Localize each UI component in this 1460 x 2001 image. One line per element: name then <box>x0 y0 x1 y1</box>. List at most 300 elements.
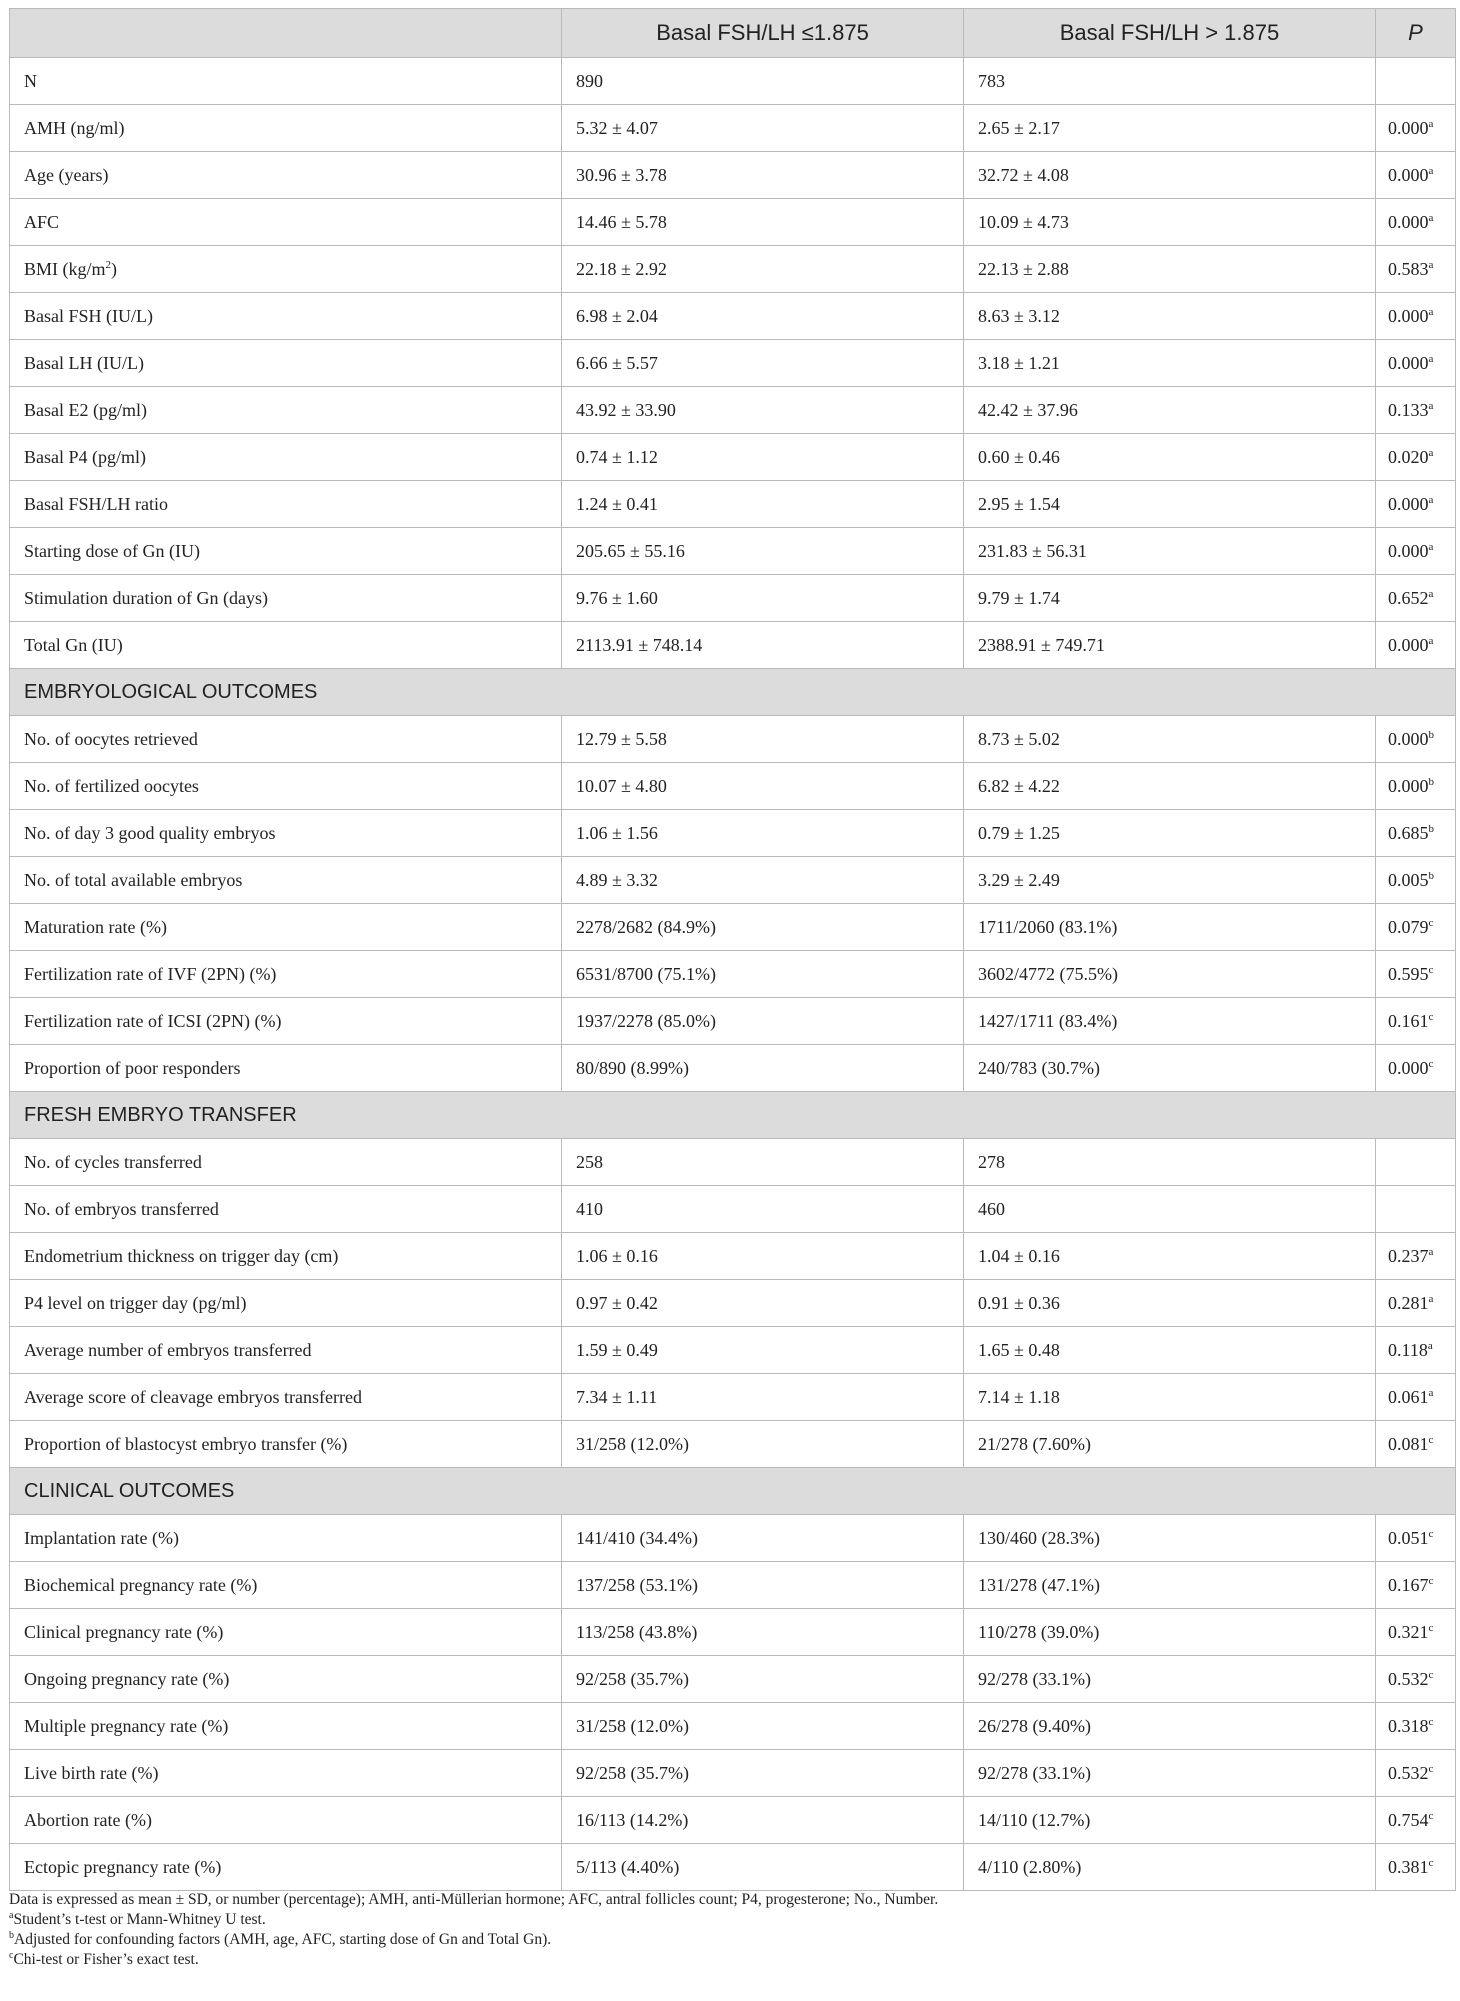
value-group-low: 16/113 (14.2%) <box>562 1797 964 1844</box>
value-group-high: 92/278 (33.1%) <box>964 1656 1376 1703</box>
table-row <box>10 1374 1456 1421</box>
value-group-low: 141/410 (34.4%) <box>562 1515 964 1562</box>
footnote-text: Student’s t-test or Mann-Whitney U test. <box>13 1911 266 1928</box>
row-label-text: Basal P4 (pg/ml) <box>24 446 146 467</box>
value-group-high: 26/278 (9.40%) <box>964 1703 1376 1750</box>
p-value-footnote-mark: b <box>1428 822 1434 835</box>
p-value-cell <box>1376 1750 1456 1797</box>
row-label <box>10 1186 562 1233</box>
p-value: 0.161 <box>1388 1010 1429 1031</box>
value-group-low: 0.74 ± 1.12 <box>562 434 964 481</box>
row-label-text: No. of oocytes retrieved <box>24 728 198 749</box>
p-value: 0.133 <box>1388 399 1429 420</box>
row-label <box>10 810 562 857</box>
row-label <box>10 904 562 951</box>
row-label-text: Age (years) <box>24 164 109 185</box>
p-value-footnote-mark: a <box>1428 446 1434 459</box>
p-value-cell <box>1376 199 1456 246</box>
row-label <box>10 1421 562 1468</box>
row-label-text: Abortion rate (%) <box>24 1809 152 1830</box>
p-value: 0.652 <box>1388 587 1429 608</box>
footnote <box>9 1910 1449 1930</box>
row-label-text: Multiple pregnancy rate (%) <box>24 1715 229 1736</box>
value-group-high: 6.82 ± 4.22 <box>964 763 1376 810</box>
row-label-text: AFC <box>24 211 60 232</box>
row-label-text: Ongoing pregnancy rate (%) <box>24 1668 230 1689</box>
table-row <box>10 1656 1456 1703</box>
header-group-high: Basal FSH/LH > 1.875 <box>964 9 1376 58</box>
table-row <box>10 1186 1456 1233</box>
value-group-low: 30.96 ± 3.78 <box>562 152 964 199</box>
p-value-cell <box>1376 810 1456 857</box>
p-value: 0.754 <box>1388 1809 1429 1830</box>
value-group-high: 9.79 ± 1.74 <box>964 575 1376 622</box>
p-value-cell <box>1376 1562 1456 1609</box>
row-label-text: Average score of cleavage embryos transferred <box>24 1386 362 1407</box>
row-label <box>10 1797 562 1844</box>
p-value: 0.000 <box>1388 211 1429 232</box>
value-group-high: 22.13 ± 2.88 <box>964 246 1376 293</box>
row-label <box>10 1233 562 1280</box>
p-value-cell <box>1376 857 1456 904</box>
header-group-low: Basal FSH/LH ≤1.875 <box>562 9 964 58</box>
row-label-text: Basal LH (IU/L) <box>24 352 144 373</box>
value-group-low: 1.06 ± 1.56 <box>562 810 964 857</box>
p-value: 0.381 <box>1388 1856 1429 1877</box>
p-value-footnote-mark: c <box>1428 1715 1434 1728</box>
row-label <box>10 1703 562 1750</box>
value-group-high: 3.29 ± 2.49 <box>964 857 1376 904</box>
p-value: 0.595 <box>1388 963 1429 984</box>
section-title: CLINICAL OUTCOMES <box>10 1468 1456 1515</box>
row-label-text: No. of day 3 good quality embryos <box>24 822 276 843</box>
table-row <box>10 716 1456 763</box>
p-value: 0.005 <box>1388 869 1429 890</box>
row-label <box>10 1562 562 1609</box>
value-group-low: 6531/8700 (75.1%) <box>562 951 964 998</box>
row-label-text: No. of embryos transferred <box>24 1198 219 1219</box>
p-value: 0.000 <box>1388 352 1429 373</box>
row-label-text: Total Gn (IU) <box>24 634 123 655</box>
row-label <box>10 387 562 434</box>
table-row <box>10 199 1456 246</box>
p-value-cell <box>1376 1844 1456 1891</box>
p-value-footnote-mark: a <box>1428 1245 1434 1258</box>
row-label <box>10 1515 562 1562</box>
row-label <box>10 857 562 904</box>
table-row <box>10 951 1456 998</box>
row-label-text: Live birth rate (%) <box>24 1762 159 1783</box>
header-p-value: P <box>1376 9 1456 58</box>
row-label-text: Proportion of poor responders <box>24 1057 241 1078</box>
value-group-low: 14.46 ± 5.78 <box>562 199 964 246</box>
row-label <box>10 481 562 528</box>
table-row <box>10 1327 1456 1374</box>
value-group-high: 0.91 ± 0.36 <box>964 1280 1376 1327</box>
value-group-low: 43.92 ± 33.90 <box>562 387 964 434</box>
table-row <box>10 1421 1456 1468</box>
p-value-cell <box>1376 387 1456 434</box>
value-group-low: 92/258 (35.7%) <box>562 1750 964 1797</box>
p-value: 0.000 <box>1388 540 1429 561</box>
p-value-footnote-mark: a <box>1428 117 1434 130</box>
value-group-low: 0.97 ± 0.42 <box>562 1280 964 1327</box>
p-value: 0.020 <box>1388 446 1429 467</box>
row-label-text: Clinical pregnancy rate (%) <box>24 1621 224 1642</box>
table-row <box>10 1139 1456 1186</box>
row-label <box>10 58 562 105</box>
row-label <box>10 1139 562 1186</box>
table-row <box>10 105 1456 152</box>
row-label <box>10 1327 562 1374</box>
row-label <box>10 1609 562 1656</box>
footnote-mark: b <box>9 1930 14 1941</box>
p-value-footnote-mark: c <box>1428 1668 1434 1681</box>
table-row <box>10 1515 1456 1562</box>
section-title: EMBRYOLOGICAL OUTCOMES <box>10 669 1456 716</box>
footnote <box>9 1950 1449 1970</box>
p-value-cell <box>1376 1609 1456 1656</box>
row-label-text: Starting dose of Gn (IU) <box>24 540 200 561</box>
p-value-cell <box>1376 528 1456 575</box>
p-value: 0.000 <box>1388 775 1429 796</box>
value-group-high: 1427/1711 (83.4%) <box>964 998 1376 1045</box>
footnote-mark: a <box>9 1910 14 1921</box>
row-label-text: Basal E2 (pg/ml) <box>24 399 147 420</box>
results-table <box>9 8 1456 1891</box>
p-value-footnote-mark: c <box>1428 916 1434 929</box>
table-row <box>10 1703 1456 1750</box>
table-body <box>10 58 1456 1891</box>
row-label <box>10 951 562 998</box>
row-label <box>10 199 562 246</box>
p-value-footnote-mark: a <box>1428 1386 1434 1399</box>
row-label-text: N <box>24 70 37 91</box>
table-row <box>10 340 1456 387</box>
p-value: 0.000 <box>1388 493 1429 514</box>
value-group-high: 1711/2060 (83.1%) <box>964 904 1376 951</box>
row-label <box>10 1280 562 1327</box>
table-row <box>10 857 1456 904</box>
table-header <box>10 9 1456 58</box>
footnote <box>9 1930 1449 1950</box>
value-group-low: 1.59 ± 0.49 <box>562 1327 964 1374</box>
row-label-text: Basal FSH/LH ratio <box>24 493 168 514</box>
p-value-footnote-mark: a <box>1428 493 1434 506</box>
row-label-text: No. of total available embryos <box>24 869 243 890</box>
value-group-low: 113/258 (43.8%) <box>562 1609 964 1656</box>
value-group-high: 460 <box>964 1186 1376 1233</box>
p-value-footnote-mark: a <box>1428 540 1434 553</box>
p-value: 0.167 <box>1388 1574 1429 1595</box>
p-value-footnote-mark: c <box>1428 1856 1434 1869</box>
p-value-cell <box>1376 622 1456 669</box>
p-value-cell <box>1376 1139 1456 1186</box>
value-group-high: 32.72 ± 4.08 <box>964 152 1376 199</box>
value-group-low: 10.07 ± 4.80 <box>562 763 964 810</box>
row-label <box>10 998 562 1045</box>
p-value-footnote-mark: c <box>1428 1433 1434 1446</box>
row-label-text: Fertilization rate of ICSI (2PN) (%) <box>24 1010 282 1031</box>
p-value-cell <box>1376 1515 1456 1562</box>
value-group-low: 2113.91 ± 748.14 <box>562 622 964 669</box>
value-group-low: 205.65 ± 55.16 <box>562 528 964 575</box>
table-row <box>10 810 1456 857</box>
value-group-low: 890 <box>562 58 964 105</box>
table-row <box>10 293 1456 340</box>
row-label <box>10 105 562 152</box>
p-value: 0.237 <box>1388 1245 1429 1266</box>
p-value: 0.000 <box>1388 728 1429 749</box>
p-value-cell <box>1376 105 1456 152</box>
p-value-cell <box>1376 1186 1456 1233</box>
p-value: 0.000 <box>1388 1057 1429 1078</box>
row-label-tail: ) <box>111 258 118 279</box>
section-header-row <box>10 1468 1456 1515</box>
table-row <box>10 1844 1456 1891</box>
table-row <box>10 387 1456 434</box>
p-value: 0.532 <box>1388 1762 1429 1783</box>
p-value-cell <box>1376 763 1456 810</box>
table-row <box>10 1750 1456 1797</box>
row-label <box>10 1844 562 1891</box>
value-group-low: 31/258 (12.0%) <box>562 1703 964 1750</box>
value-group-low: 410 <box>562 1186 964 1233</box>
row-label-text: P4 level on trigger day (pg/ml) <box>24 1292 247 1313</box>
value-group-low: 9.76 ± 1.60 <box>562 575 964 622</box>
value-group-high: 2388.91 ± 749.71 <box>964 622 1376 669</box>
value-group-high: 231.83 ± 56.31 <box>964 528 1376 575</box>
p-value-footnote-mark: a <box>1428 211 1434 224</box>
value-group-low: 1.06 ± 0.16 <box>562 1233 964 1280</box>
value-group-high: 42.42 ± 37.96 <box>964 387 1376 434</box>
table-row <box>10 58 1456 105</box>
p-value: 0.000 <box>1388 305 1429 326</box>
footnote <box>9 1890 1449 1910</box>
table-row <box>10 575 1456 622</box>
p-value-footnote-mark: a <box>1428 164 1434 177</box>
p-value-cell <box>1376 904 1456 951</box>
value-group-high: 1.04 ± 0.16 <box>964 1233 1376 1280</box>
row-label <box>10 1750 562 1797</box>
value-group-high: 10.09 ± 4.73 <box>964 199 1376 246</box>
row-label-text: Maturation rate (%) <box>24 916 167 937</box>
row-label <box>10 293 562 340</box>
p-value-footnote-mark: b <box>1428 775 1434 788</box>
value-group-high: 4/110 (2.80%) <box>964 1844 1376 1891</box>
value-group-low: 80/890 (8.99%) <box>562 1045 964 1092</box>
p-value-cell <box>1376 293 1456 340</box>
value-group-low: 92/258 (35.7%) <box>562 1656 964 1703</box>
p-value-footnote-mark: a <box>1428 352 1434 365</box>
section-title: FRESH EMBRYO TRANSFER <box>10 1092 1456 1139</box>
value-group-low: 22.18 ± 2.92 <box>562 246 964 293</box>
value-group-high: 0.79 ± 1.25 <box>964 810 1376 857</box>
p-value-cell <box>1376 481 1456 528</box>
value-group-low: 31/258 (12.0%) <box>562 1421 964 1468</box>
row-label <box>10 763 562 810</box>
row-label-text: No. of fertilized oocytes <box>24 775 199 796</box>
p-value: 0.532 <box>1388 1668 1429 1689</box>
row-label <box>10 622 562 669</box>
table-row <box>10 904 1456 951</box>
value-group-low: 5/113 (4.40%) <box>562 1844 964 1891</box>
row-label <box>10 1045 562 1092</box>
p-value-cell <box>1376 1656 1456 1703</box>
p-value-footnote-mark: c <box>1428 963 1434 976</box>
p-value: 0.061 <box>1388 1386 1429 1407</box>
row-label-superscript: 2 <box>105 258 112 271</box>
p-value-footnote-mark: a <box>1427 1339 1433 1352</box>
p-value-cell <box>1376 1233 1456 1280</box>
p-value-cell <box>1376 152 1456 199</box>
value-group-low: 6.98 ± 2.04 <box>562 293 964 340</box>
table-row <box>10 1233 1456 1280</box>
value-group-low: 5.32 ± 4.07 <box>562 105 964 152</box>
p-value: 0.118 <box>1388 1339 1428 1360</box>
row-label <box>10 152 562 199</box>
p-value-footnote-mark: a <box>1428 587 1434 600</box>
p-value-cell <box>1376 1703 1456 1750</box>
row-label-text: Stimulation duration of Gn (days) <box>24 587 268 608</box>
p-value: 0.583 <box>1388 258 1429 279</box>
table-row <box>10 622 1456 669</box>
p-value-footnote-mark: c <box>1428 1527 1434 1540</box>
row-label-text: Implantation rate (%) <box>24 1527 179 1548</box>
p-value: 0.318 <box>1388 1715 1429 1736</box>
value-group-high: 2.65 ± 2.17 <box>964 105 1376 152</box>
table-row <box>10 434 1456 481</box>
p-value-cell <box>1376 246 1456 293</box>
section-header-row <box>10 669 1456 716</box>
table-row <box>10 1562 1456 1609</box>
p-value: 0.000 <box>1388 117 1429 138</box>
p-value-footnote-mark: a <box>1428 399 1434 412</box>
value-group-low: 1.24 ± 0.41 <box>562 481 964 528</box>
p-value: 0.321 <box>1388 1621 1429 1642</box>
value-group-high: 3602/4772 (75.5%) <box>964 951 1376 998</box>
table-footnotes <box>9 1890 1449 1970</box>
row-label <box>10 575 562 622</box>
p-value: 0.051 <box>1388 1527 1429 1548</box>
row-label-text: Proportion of blastocyst embryo transfer (%) <box>24 1433 348 1454</box>
row-label <box>10 716 562 763</box>
results-table-container <box>9 8 1455 1891</box>
table-row <box>10 763 1456 810</box>
p-value-footnote-mark: a <box>1428 634 1434 647</box>
p-value-cell <box>1376 716 1456 763</box>
value-group-high: 2.95 ± 1.54 <box>964 481 1376 528</box>
p-value-cell <box>1376 1797 1456 1844</box>
value-group-high: 92/278 (33.1%) <box>964 1750 1376 1797</box>
value-group-high: 21/278 (7.60%) <box>964 1421 1376 1468</box>
row-label-text: Average number of embryos transferred <box>24 1339 312 1360</box>
p-value-cell <box>1376 998 1456 1045</box>
row-label-text: Biochemical pregnancy rate (%) <box>24 1574 258 1595</box>
section-header-row <box>10 1092 1456 1139</box>
p-value-cell <box>1376 575 1456 622</box>
p-value-footnote-mark: a <box>1428 305 1434 318</box>
p-value-cell <box>1376 340 1456 387</box>
value-group-high: 131/278 (47.1%) <box>964 1562 1376 1609</box>
footnote-text: Adjusted for confounding factors (AMH, age, AFC, starting dose of Gn and Total Gn). <box>14 1931 552 1948</box>
p-value-cell <box>1376 1327 1456 1374</box>
value-group-high: 110/278 (39.0%) <box>964 1609 1376 1656</box>
value-group-high: 3.18 ± 1.21 <box>964 340 1376 387</box>
value-group-high: 14/110 (12.7%) <box>964 1797 1376 1844</box>
p-value: 0.079 <box>1388 916 1429 937</box>
row-label <box>10 434 562 481</box>
p-value-footnote-mark: b <box>1428 728 1434 741</box>
p-value-footnote-mark: c <box>1428 1762 1434 1775</box>
table-row <box>10 1280 1456 1327</box>
value-group-high: 8.73 ± 5.02 <box>964 716 1376 763</box>
p-value-footnote-mark: c <box>1428 1809 1434 1822</box>
value-group-high: 7.14 ± 1.18 <box>964 1374 1376 1421</box>
table-row <box>10 1609 1456 1656</box>
row-label-text: Ectopic pregnancy rate (%) <box>24 1856 222 1877</box>
table-row <box>10 1797 1456 1844</box>
table-row <box>10 152 1456 199</box>
row-label-text: Basal FSH (IU/L) <box>24 305 153 326</box>
p-value-footnote-mark: c <box>1428 1010 1434 1023</box>
p-value-footnote-mark: c <box>1428 1574 1434 1587</box>
p-value: 0.081 <box>1388 1433 1429 1454</box>
row-label-text: BMI (kg/m <box>24 258 106 279</box>
p-value: 0.000 <box>1388 634 1429 655</box>
row-label <box>10 1656 562 1703</box>
footnote-mark: c <box>9 1950 14 1961</box>
row-label-text: Endometrium thickness on trigger day (cm) <box>24 1245 339 1266</box>
footnote-text: Chi-test or Fisher’s exact test. <box>13 1951 199 1968</box>
p-value-footnote-mark: b <box>1428 869 1434 882</box>
p-value-cell <box>1376 951 1456 998</box>
table-row <box>10 528 1456 575</box>
value-group-high: 240/783 (30.7%) <box>964 1045 1376 1092</box>
value-group-high: 783 <box>964 58 1376 105</box>
row-label-text: AMH (ng/ml) <box>24 117 125 138</box>
p-value-footnote-mark: c <box>1428 1621 1434 1634</box>
value-group-low: 4.89 ± 3.32 <box>562 857 964 904</box>
table-row <box>10 481 1456 528</box>
value-group-low: 258 <box>562 1139 964 1186</box>
value-group-high: 1.65 ± 0.48 <box>964 1327 1376 1374</box>
table-row <box>10 998 1456 1045</box>
value-group-low: 6.66 ± 5.57 <box>562 340 964 387</box>
value-group-low: 12.79 ± 5.58 <box>562 716 964 763</box>
value-group-low: 137/258 (53.1%) <box>562 1562 964 1609</box>
row-label <box>10 246 562 293</box>
value-group-high: 130/460 (28.3%) <box>964 1515 1376 1562</box>
table-row <box>10 246 1456 293</box>
row-label-text: Fertilization rate of IVF (2PN) (%) <box>24 963 277 984</box>
p-value-footnote-mark: a <box>1428 258 1434 271</box>
p-value-cell <box>1376 1374 1456 1421</box>
footnote-text: Data is expressed as mean ± SD, or number (percentage); AMH, anti-Müllerian hormone; AFC, antral follicles count; P4, progesterone; No., Number. <box>9 1891 939 1908</box>
value-group-low: 2278/2682 (84.9%) <box>562 904 964 951</box>
p-value-cell <box>1376 1045 1456 1092</box>
p-value-footnote-mark: c <box>1428 1057 1434 1070</box>
p-value-cell <box>1376 1280 1456 1327</box>
p-value-cell <box>1376 58 1456 105</box>
value-group-high: 8.63 ± 3.12 <box>964 293 1376 340</box>
p-value: 0.281 <box>1388 1292 1429 1313</box>
p-value-footnote-mark: a <box>1428 1292 1434 1305</box>
header-variable <box>10 9 562 58</box>
row-label <box>10 1374 562 1421</box>
value-group-low: 1937/2278 (85.0%) <box>562 998 964 1045</box>
row-label-text: No. of cycles transferred <box>24 1151 202 1172</box>
